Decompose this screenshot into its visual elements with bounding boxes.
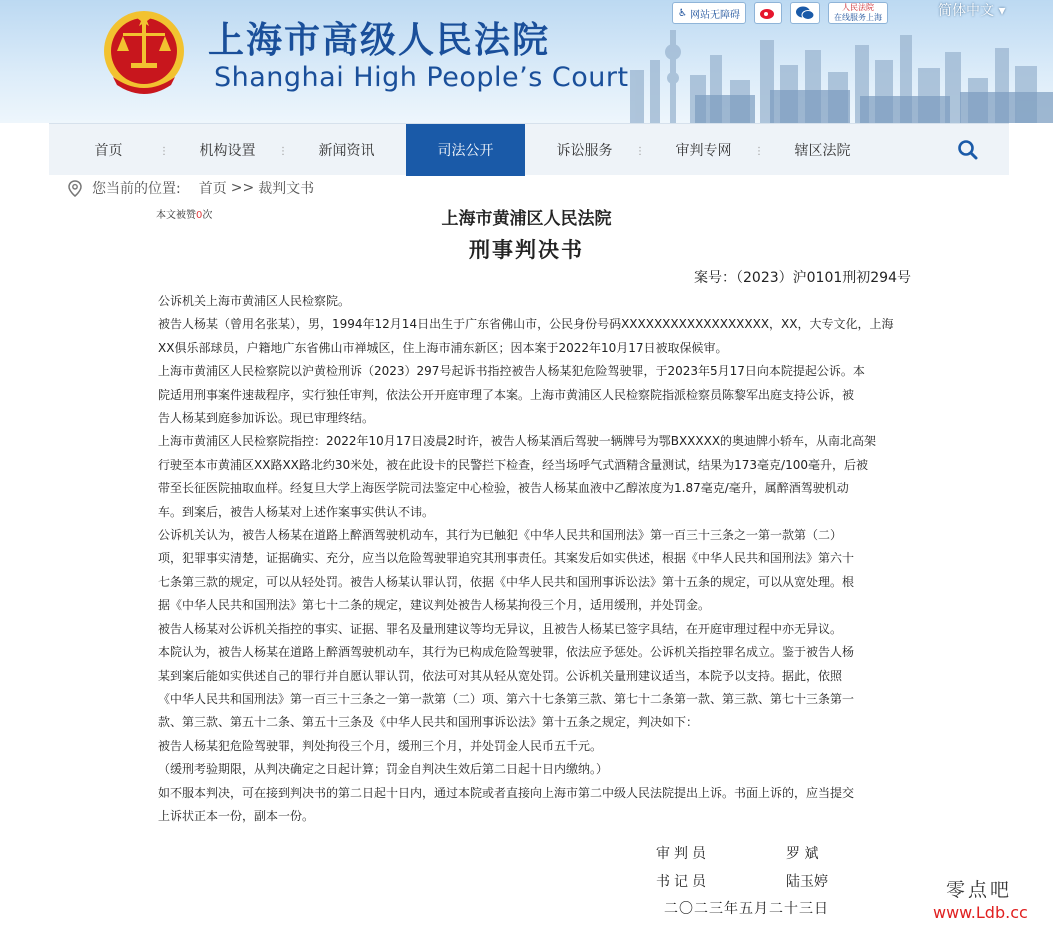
judgment-line: （缓刑考验期限，从判决确定之日起计算；罚金自判决生效后第二日起十日内缴纳。） [158, 762, 609, 777]
watermark-text: 零点吧 [946, 879, 1013, 901]
document-title: 刑事判决书 [469, 238, 584, 262]
accessibility-label: 网站无障碍 [689, 9, 740, 21]
case-number: 案号：（2023）沪0101刑初294号 [694, 270, 911, 286]
nav-separator: ⋮ [754, 145, 764, 157]
judgment-line: 上诉状正本一份，副本一份。 [158, 808, 315, 823]
judgment-line: XX俱乐部球员，户籍地广东省佛山市禅城区，住上海市浦东新区；因本案于2022年10月17日被取保候审。 [158, 340, 728, 355]
judgment-body [158, 290, 912, 828]
judgment-line: 本院认为，被告人杨某在道路上醉酒驾驶机动车，其行为已构成危险驾驶罪，依法应予惩处。公诉机关指控罪名成立。鉴于被告人杨 [158, 645, 855, 660]
judgment-line: 公诉机关上海市黄浦区人民检察院。 [158, 294, 351, 308]
online-service-sublabel: 在线服务上海 [833, 13, 882, 22]
site-title-chinese: 上海市高级人民法院 [208, 20, 551, 61]
signature-role: 书记员 [656, 874, 710, 890]
judgment-line: 车。到案后，被告人杨某对上述作案事实供认不讳。 [158, 504, 435, 519]
court-emblem-logo [101, 7, 187, 99]
site-title-english: Shanghai High People’s Court [214, 62, 629, 93]
judgment-line: 院适用刑事案件速裁程序，实行独任审判，依法公开开庭审理了本案。上海市黄浦区人民检察院指派检察员陈黎军出庭支持公诉，被 [158, 387, 855, 402]
signature-role: 审判员 [656, 846, 710, 862]
nav-item-label: 首页 [94, 142, 123, 159]
judgment-line: 公诉机关认为，被告人杨某在道路上醉酒驾驶机动车，其行为已触犯《中华人民共和国刑法》第一百三十三条之一第一款第（二） [158, 528, 843, 543]
nav-separator: ⋮ [635, 145, 645, 157]
judgment-line: 《中华人民共和国刑法》第一百三十三条之一第一款第（二）项、第六十七条第三款、第七十二条第一款、第三款、第七十三条第一 [158, 691, 855, 706]
signature-name: 罗 斌 [786, 846, 819, 862]
nav-item-label: 诉讼服务 [556, 142, 613, 159]
nav-item-district-courts[interactable] [763, 124, 882, 176]
nav-item-label: 辖区法院 [794, 142, 851, 159]
accessibility-icon: ♿ [678, 7, 687, 19]
judgment-line: 行驶至本市黄浦区XX路XX路北约30米处，被在此设卡的民警拦下检查，经当场呼气式酒精含量测试，结果为173毫克/100毫升，后被 [158, 457, 869, 472]
judgment-date: 二〇二三年五月二十三日 [664, 901, 829, 917]
location-pin-icon [68, 180, 82, 197]
nav-item-litigation-services[interactable] [525, 124, 644, 176]
online-service-button[interactable] [828, 2, 888, 24]
wechat-button[interactable] [790, 2, 820, 24]
nav-item-label: 机构设置 [199, 142, 256, 159]
signature-name: 陆玉婷 [786, 874, 828, 890]
language-selector[interactable]: 简体中文 ▾ [938, 3, 1006, 19]
signature-clerk [656, 871, 828, 891]
issuing-court-name: 上海市黄浦区人民法院 [441, 209, 612, 229]
breadcrumb [68, 178, 314, 198]
judgment-line: 被告人杨某犯危险驾驶罪，判处拘役三个月，缓刑三个月，并处罚金人民币五千元。 [158, 738, 603, 753]
nav-item-judicial-disclosure[interactable] [406, 124, 525, 176]
nav-item-news[interactable] [287, 124, 406, 176]
weibo-icon [759, 6, 777, 20]
judgment-line: 如不服本判决，可在接到判决书的第二日起十日内，通过本院或者直接向上海市第二中级人民法院提出上诉。书面上诉的，应当提交 [158, 785, 855, 800]
site-header [0, 0, 1053, 123]
judgment-line: 款、第三款、第五十二条、第五十三条及《中华人民共和国刑事诉讼法》第十五条之规定，判决如下： [158, 715, 699, 730]
judgment-line: 据《中华人民共和国刑法》第七十二条的规定，建议判处被告人杨某拘役三个月，适用缓刑，并处罚金。 [158, 598, 711, 613]
judgment-line: 被告人杨某对公诉机关指控的事实、证据、罪名及量刑建议等均无异议，且被告人杨某已签字具结，在开庭审理过程中亦无异议。 [158, 621, 843, 636]
accessibility-button[interactable] [672, 2, 746, 24]
breadcrumb-prefix: 您当前的位置: [92, 181, 181, 197]
nav-item-label: 新闻资讯 [318, 142, 375, 159]
judgment-line: 带至长征医院抽取血样。经复旦大学上海医学院司法鉴定中心检验，被告人杨某血液中乙醇浓度为1.87毫克/毫升，属醉酒驾驶机动 [158, 481, 849, 496]
breadcrumb-current[interactable]: 裁判文书 [258, 181, 315, 197]
judgment-line: 被告人杨某（曾用名张某），男，1994年12月14日出生于广东省佛山市，公民身份号码XXXXXXXXXXXXXXXXXX，XX，大专文化，上海 [158, 317, 894, 332]
nav-separator: ⋮ [159, 145, 169, 157]
wechat-icon [795, 5, 815, 21]
nav-item-label: 司法公开 [437, 142, 494, 159]
breadcrumb-home-link[interactable]: 首页 [198, 181, 227, 197]
judgment-line: 上海市黄浦区人民检察院以沪黄检刑诉（2023）297号起诉书指控被告人杨某犯危险驾驶罪，于2023年5月17日向本院提起公诉。本 [158, 364, 865, 379]
judgment-line: 上海市黄浦区人民检察院指控：2022年10月17日凌晨2时许，被告人杨某酒后驾驶一辆牌号为鄂BXXXXX的奥迪牌小轿车，从南北高架 [158, 434, 877, 449]
nav-item-organization[interactable] [168, 124, 287, 176]
signature-judge [656, 843, 818, 863]
nav-item-trial-network[interactable] [644, 124, 763, 176]
like-counter-suffix: 次 [202, 210, 213, 221]
breadcrumb-separator: >> [230, 180, 255, 196]
judgment-line: 告人杨某到庭参加诉讼。现已审理终结。 [158, 411, 375, 426]
like-count: 0 [196, 210, 203, 221]
search-icon[interactable] [957, 139, 979, 161]
judgment-line: 项，犯罪事实清楚，证据确实、充分，应当以危险驾驶罪追究其刑事责任。其案发后如实供述，根据《中华人民共和国刑法》第六十 [158, 551, 855, 566]
weibo-button[interactable] [754, 2, 782, 24]
main-navigation [49, 123, 1009, 175]
nav-item-label: 审判专网 [675, 142, 732, 159]
judgment-line: 七条第三款的规定，可以从轻处罚。被告人杨某认罪认罚，依据《中华人民共和国刑事诉讼法》第十五条的规定，可以从宽处理。根 [158, 574, 855, 589]
header-toolbar [672, 2, 888, 24]
online-service-label: 人民法院 [841, 3, 874, 12]
judgment-line: 某到案后能如实供述自己的罪行并自愿认罪认罚，依法可对其从轻从宽处罚。公诉机关量刑建议适当，本院予以支持。据此，依照 [158, 668, 843, 683]
nav-item-home[interactable] [49, 124, 168, 176]
watermark-url: www.Ldb.cc [933, 903, 1028, 922]
like-counter-prefix: 本文被赞 [156, 210, 196, 221]
nav-separator: ⋮ [278, 145, 288, 157]
